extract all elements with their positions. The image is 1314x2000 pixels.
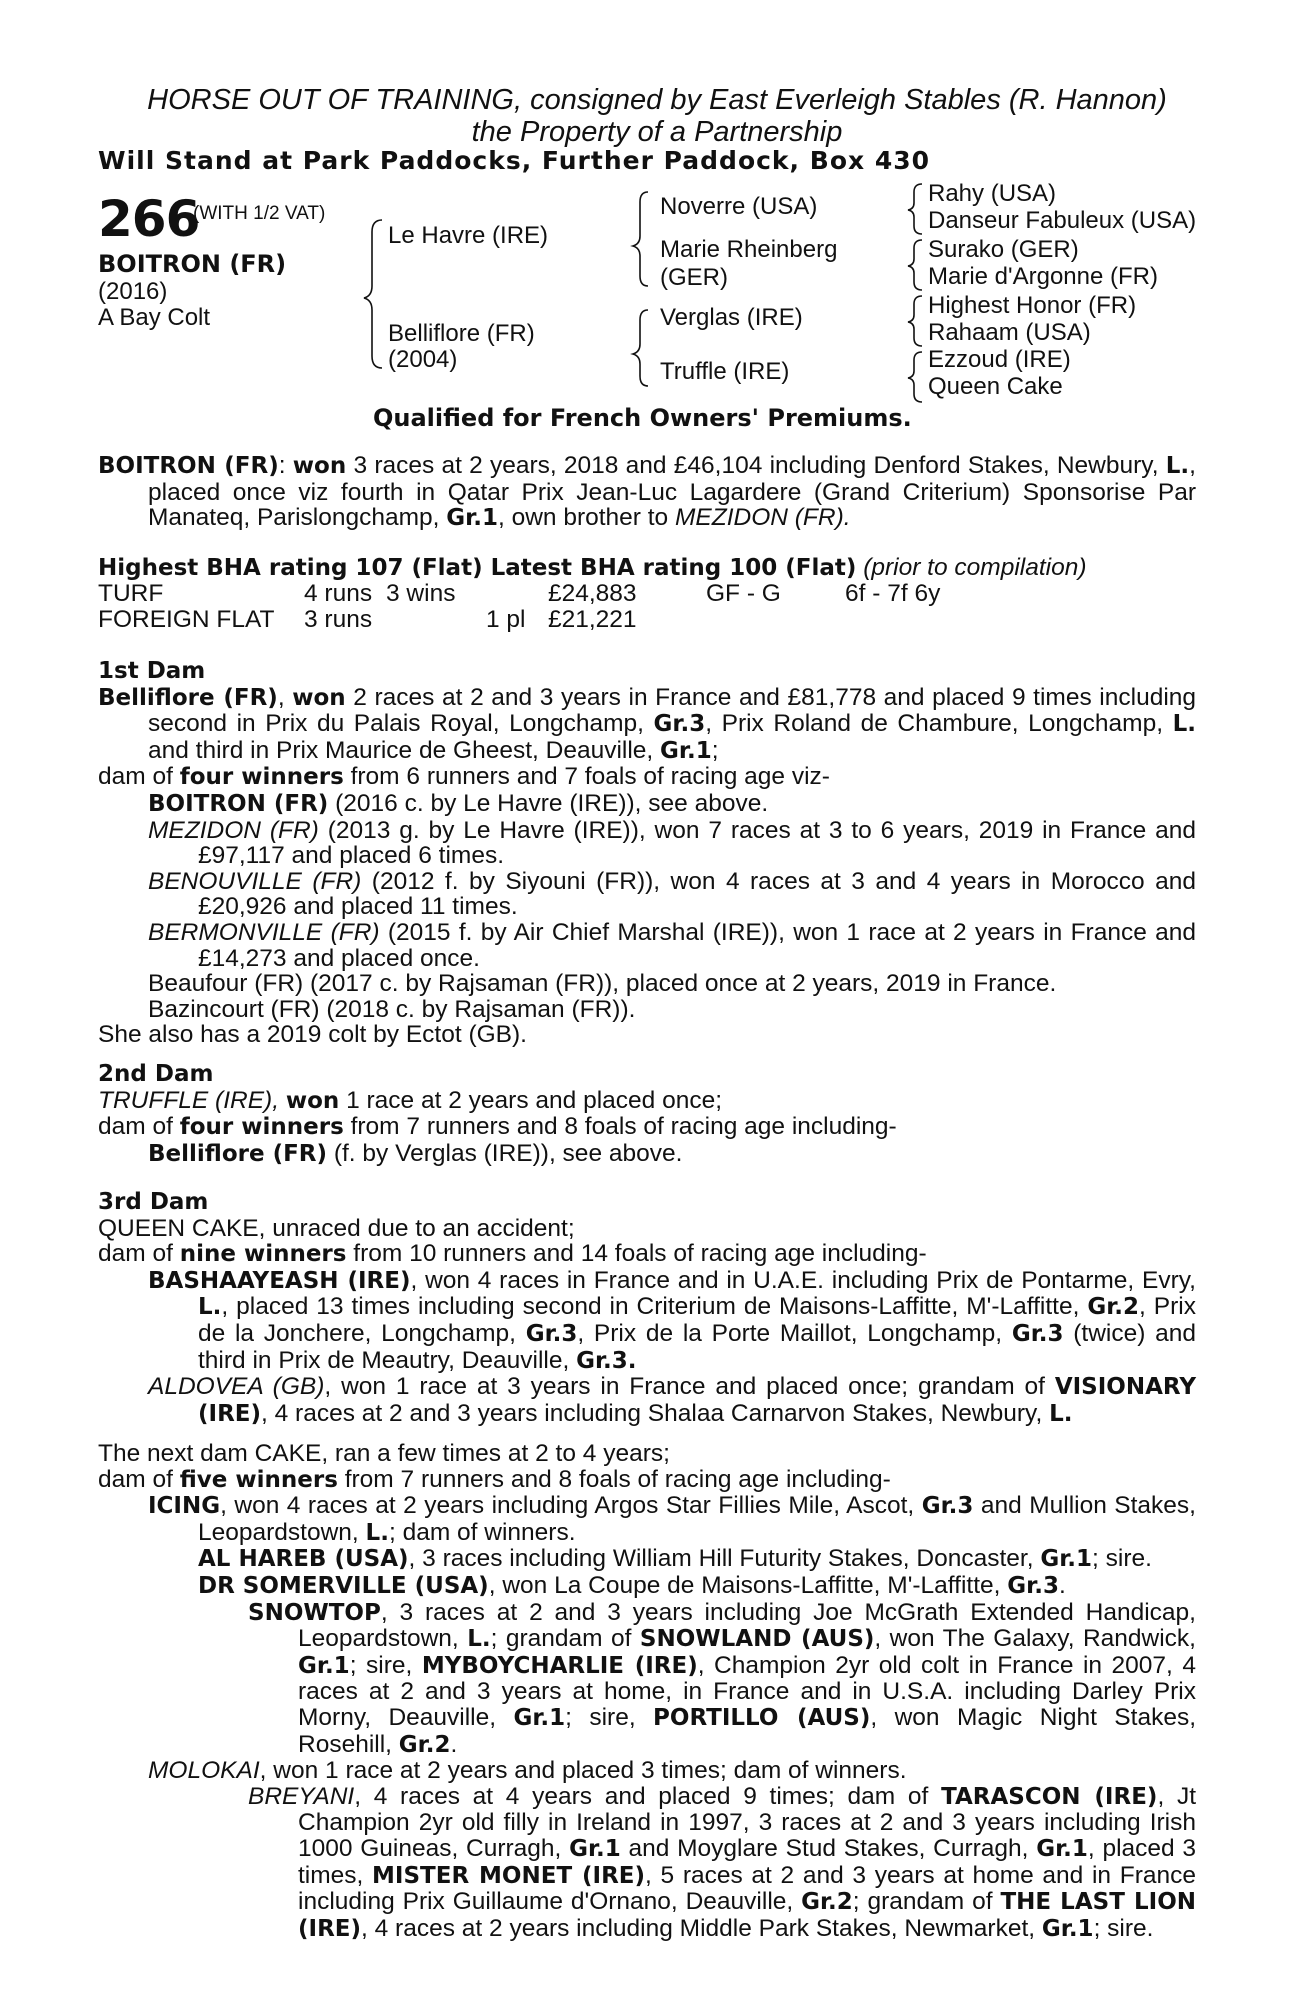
produce-boitron: BOITRON (FR) <box>148 790 329 817</box>
next-dam-winners: five winners <box>179 1466 338 1493</box>
grandproduce-myboycharlie: MYBOYCHARLIE (IRE) <box>421 1652 698 1679</box>
mister-monet-text-2: ; grandam of <box>852 1888 993 1916</box>
perf-foreign-type: FOREIGN FLAT <box>98 606 275 633</box>
icing-text-2: and Mullion Stakes, Leopardstown, <box>198 1492 1196 1546</box>
first-dam-won: won <box>292 684 346 711</box>
tarascon-text: , Jt Champion 2yr old filly in Ireland in 1997, 3 races at 2 and 3 years including Irish 1000 Guineas, Curragh, <box>298 1782 1196 1862</box>
bracket-sire-parents <box>633 192 648 286</box>
second-dam-produce: Belliflore (FR) <box>148 1140 328 1167</box>
first-dam-listed: L. <box>1172 711 1197 738</box>
first-dam-winners: four winners <box>179 764 344 791</box>
dam: Belliflore (FR) <box>388 320 535 347</box>
produce-benouville: BENOUVILLE (FR) <box>148 867 362 895</box>
bashaayeash-text-1: , won 4 races in France and in U.A.E. including Prix de Pontarme, Evry, <box>410 1266 1196 1294</box>
first-dam-text-4: ; <box>711 736 719 764</box>
lot-number: 266 <box>98 190 200 248</box>
next-dam-name: The next dam CAKE, ran a few times at 2 to 4 years; <box>98 1440 670 1467</box>
grandparent-2: Danseur Fabuleux (USA) <box>928 207 1197 234</box>
second-dam-heading: 2nd Dam <box>98 1061 214 1087</box>
bashaayeash-text-2: , placed 13 times including second in Criterium de Maisons-Laffitte, M'-Laffitte, <box>221 1293 1080 1321</box>
grandparent-1: Rahy (USA) <box>928 180 1057 207</box>
dr-somerville-end: . <box>1058 1571 1066 1599</box>
record-text-3b: , own brother to <box>497 504 669 532</box>
grandparent-8: Queen Cake <box>928 373 1063 400</box>
produce-mezidon-text: (2013 g. by Le Havre (IRE)), won 7 races at 3 to 6 years, 2019 in France and £97,117 and placed 6 times. <box>198 816 1197 870</box>
produce-mezidon: MEZIDON (FR) <box>148 816 319 844</box>
sire-dam: Marie Rheinberg <box>660 236 838 263</box>
first-dam-dam-of: dam of <box>98 763 173 791</box>
third-dam-winners: nine winners <box>179 1241 347 1268</box>
sire-dam-country: (GER) <box>660 264 728 291</box>
myboycharlie-text-2: ; sire, <box>565 1703 636 1731</box>
dr-somerville-gr3: Gr.3 <box>1007 1572 1059 1599</box>
snowland-text-2: ; sire, <box>349 1651 413 1679</box>
last-lion-gr1: Gr.1 <box>1041 1915 1094 1942</box>
perf-turf-going: GF - G <box>706 580 781 607</box>
first-dam-foals: from 6 runners and 7 foals of racing age viz- <box>350 763 830 791</box>
produce-molokai: MOLOKAI <box>148 1757 260 1785</box>
icing-text-3: ; dam of winners. <box>388 1518 576 1546</box>
first-dam-text-3: and third in Prix Maurice de Gheest, Deauville, <box>148 736 654 764</box>
second-dam-won: won <box>285 1087 340 1114</box>
portillo-end: . <box>450 1730 458 1758</box>
al-hareb-gr1: Gr.1 <box>1040 1546 1093 1573</box>
bracket-dam-parents <box>633 310 648 386</box>
breyani-text: , 4 races at 4 years and placed 9 times; dam of <box>354 1782 929 1810</box>
perf-turf-runs: 4 runs <box>304 580 373 607</box>
record-listed: L. <box>1165 453 1190 479</box>
icing-gr3: Gr.3 <box>921 1493 974 1520</box>
produce-bermonville-text: (2015 f. by Air Chief Marshal (IRE)), won 1 race at 2 years in France and £14,273 and placed once. <box>198 918 1197 972</box>
foaling-year: (2016) <box>98 278 168 305</box>
tarascon-text-3: , placed 3 times, <box>298 1834 1196 1889</box>
mister-monet-gr2: Gr.2 <box>801 1889 853 1916</box>
portillo-text: , won Magic Night Stakes, Rosehill, <box>298 1703 1196 1758</box>
bashaayeash-text-5: (twice) and third in Prix de Meautry, Deauville, <box>198 1319 1196 1374</box>
bashaayeash-gr3a: Gr.3 <box>525 1320 578 1347</box>
perf-turf-distance: 6f - 7f 6y <box>845 580 941 607</box>
sire: Le Havre (IRE) <box>388 222 549 249</box>
snowtop-listed: L. <box>467 1626 491 1653</box>
next-dam-foals: from 7 runners and 8 foals of racing age including- <box>344 1465 891 1493</box>
produce-breyani: BREYANI <box>248 1782 355 1810</box>
produce-bashaayeash: BASHAAYEASH (IRE) <box>148 1267 411 1294</box>
third-dam-foals: from 10 runners and 14 foals of racing age including- <box>353 1240 927 1268</box>
bashaayeash-gr2: Gr.2 <box>1087 1294 1140 1321</box>
sire-sire: Noverre (USA) <box>660 193 818 220</box>
bha-rating-note: (prior to compilation) <box>863 554 1087 581</box>
grandproduce-snowland: SNOWLAND (AUS) <box>639 1626 875 1653</box>
produce-aldovea: ALDOVEA (GB) <box>148 1373 325 1401</box>
perf-foreign-places: 1 pl <box>486 606 526 633</box>
dam-year: (2004) <box>388 346 458 373</box>
record-text-2b: , placed once viz fourth in Qatar Prix Jean-Luc Lagardere (Grand Criterium) <box>148 452 1196 506</box>
grandproduce-tarascon: TARASCON (IRE) <box>941 1783 1158 1810</box>
race-record: BOITRON (FR): won 3 races at 2 years, 2018 and £46,104 including Denford Stakes, Newbury, L., placed once viz fourth in Qatar Prix Jean-Luc Lagardere (Grand Criterium) Sponsorise Par Manateq, Parislongchamp, Gr.1, own brother to MEZIDON (FR). <box>98 452 1197 532</box>
record-text-1: 3 races at 2 years, 2018 and £46,104 including Denford Stakes, <box>353 452 1050 479</box>
grandproduce-portillo: PORTILLO (AUS) <box>653 1704 871 1731</box>
grandproduce-mister-monet: MISTER MONET (IRE) <box>372 1862 646 1889</box>
visionary-text: , 4 races at 2 and 3 years including Shalaa Carnarvon Stakes, Newbury, <box>261 1399 1043 1427</box>
first-dam-text-1: 2 races at 2 and 3 years in France and £81,778 and placed 9 times including second in Prix du Palais Royal, Longchamp, <box>148 683 1197 738</box>
grandparent-7: Ezzoud (IRE) <box>928 346 1071 373</box>
first-dam-name: Belliflore (FR) <box>98 684 278 711</box>
first-dam-text-2: , Prix Roland de Chambure, Longchamp, <box>705 710 1164 738</box>
grandproduce-last-lion: THE LAST LION (IRE) <box>298 1889 1197 1942</box>
first-dam-heading: 1st Dam <box>98 658 206 684</box>
second-dam-name: TRUFFLE (IRE), <box>98 1086 280 1114</box>
third-dam-dam-of: dam of <box>98 1240 173 1268</box>
snowtop-text-1: , 3 races at 2 and 3 years including Joe McGrath Extended Handicap, Leopardstown, <box>298 1598 1196 1653</box>
record-won: won <box>292 453 347 479</box>
perf-foreign-prize: £21,221 <box>548 606 637 633</box>
premiums-note: Qualified for French Owners' Premiums. <box>373 404 912 432</box>
bracket-g4 <box>908 352 922 402</box>
perf-turf-wins: 3 wins <box>386 580 456 607</box>
third-dam-name: QUEEN CAKE, unraced due to an accident; <box>98 1214 575 1242</box>
grandparent-5: Highest Honor (FR) <box>928 292 1137 319</box>
second-dam-produce-text: (f. by Verglas (IRE)), see above. <box>333 1139 683 1167</box>
record-text-3a: Sponsorise Par Manateq, Parislongchamp, <box>148 478 1197 532</box>
produce-boitron-text: (2016 c. by Le Havre (IRE)), see above. <box>335 789 769 817</box>
second-dam-dam-of: dam of <box>98 1113 173 1141</box>
bracket-sire-dam <box>364 220 382 368</box>
bha-rating-text: Highest BHA rating 107 (Flat) Latest BHA rating 100 (Flat) <box>98 555 857 581</box>
produce-2019-colt: She also has a 2019 colt by Ectot (GB). <box>98 1021 527 1049</box>
dr-somerville-text: , won La Coupe de Maisons-Laffitte, M'-Laffitte, <box>488 1571 1001 1599</box>
grandparent-6: Rahaam (USA) <box>928 319 1091 346</box>
portillo-gr2: Gr.2 <box>398 1731 451 1758</box>
first-dam-gr1: Gr.1 <box>660 737 712 764</box>
bashaayeash-gr3c: Gr.3. <box>576 1347 637 1374</box>
consignor-line: HORSE OUT OF TRAINING, consigned by East Everleigh Stables (R. Hannon) <box>147 84 1167 116</box>
bha-rating <box>98 554 1087 582</box>
third-dam-heading: 3rd Dam <box>98 1189 209 1215</box>
al-hareb-text: , 3 races including William Hill Futurity Stakes, Doncaster, <box>408 1545 1034 1573</box>
mister-monet-text: , 5 races at 2 and 3 years at home and in France including Prix Guillaume d'Ornano, Deauville, <box>298 1861 1196 1916</box>
grandparent-4: Marie d'Argonne (FR) <box>928 263 1158 290</box>
produce-bermonville: BERMONVILLE (FR) <box>148 918 380 946</box>
bashaayeash-gr3b: Gr.3 <box>1011 1320 1064 1347</box>
last-lion-text-2: ; sire. <box>1093 1914 1154 1942</box>
perf-foreign-runs: 3 runs <box>304 606 373 633</box>
grandproduce-visionary: VISIONARY (IRE) <box>198 1374 1197 1427</box>
produce-bazincourt: Bazincourt (FR) (2018 c. by Rajsaman (FR)). <box>148 995 636 1023</box>
bracket-g1 <box>908 184 922 234</box>
produce-snowtop: SNOWTOP <box>248 1599 381 1626</box>
property-line: the Property of a Partnership <box>471 116 843 148</box>
snowland-text: , won The Galaxy, Randwick, <box>874 1625 1196 1653</box>
second-dam-winners: four winners <box>179 1114 344 1141</box>
produce-icing: ICING <box>148 1493 221 1520</box>
second-dam-text: 1 race at 2 years and placed once; <box>346 1086 723 1114</box>
produce-beaufour: Beaufour (FR) (2017 c. by Rajsaman (FR)), placed once at 2 years, 2019 in France. <box>148 970 1057 998</box>
stand-location: Will Stand at Park Paddocks, Further Paddock, Box 430 <box>98 146 931 175</box>
horse-name: BOITRON (FR) <box>98 250 287 278</box>
grandparent-3: Surako (GER) <box>928 236 1079 263</box>
next-dam-dam-of: dam of <box>98 1465 173 1493</box>
second-dam-foals: from 7 runners and 8 foals of racing age including- <box>350 1113 897 1141</box>
molokai-text: , won 1 race at 2 years and placed 3 times; dam of winners. <box>259 1757 907 1785</box>
record-gr1: Gr.1 <box>446 505 498 532</box>
first-dam-gr3: Gr.3 <box>653 711 706 738</box>
bracket-g2 <box>908 240 922 290</box>
bracket-g3 <box>908 296 922 346</box>
aldovea-text: , won 1 race at 3 years in France and placed once; grandam of <box>324 1373 1045 1401</box>
perf-turf-type: TURF <box>98 580 164 607</box>
icing-listed: L. <box>365 1519 389 1546</box>
vat-note: (WITH 1/2 VAT) <box>193 203 326 224</box>
record-brother: MEZIDON (FR). <box>675 504 851 532</box>
tarascon-gr1a: Gr.1 <box>569 1835 621 1862</box>
horse-description: A Bay Colt <box>98 304 211 331</box>
dam-sire: Verglas (IRE) <box>660 304 803 331</box>
produce-benouville-text: (2012 f. by Siyouni (FR)), won 4 races at 3 and 4 years in Morocco and £20,926 and placed 11 times. <box>198 867 1196 921</box>
dam-dam: Truffle (IRE) <box>660 358 790 385</box>
produce-dr-somerville: DR SOMERVILLE (USA) <box>198 1572 489 1599</box>
perf-turf-prize: £24,883 <box>548 580 637 607</box>
myboycharlie-text: , Champion 2yr old colt in France in 2007, 4 races at 2 and 3 years at home, in France and in U.S.A. including Darley Prix Morny, Deauville, <box>298 1651 1196 1731</box>
bashaayeash-text-4: , Prix de la Porte Maillot, Longchamp, <box>577 1319 1003 1347</box>
last-lion-text: , 4 races at 2 years including Middle Park Stakes, Newmarket, <box>361 1914 1036 1942</box>
third-dam-section <box>98 1189 1196 1427</box>
snowtop-text-2: ; grandam of <box>490 1625 632 1653</box>
al-hareb-text-2: ; sire. <box>1092 1545 1152 1573</box>
record-horse-name: BOITRON (FR) <box>98 453 279 479</box>
bashaayeash-text-3: , Prix de la Jonchere, Longchamp, <box>198 1293 1196 1347</box>
produce-al-hareb: AL HAREB (USA) <box>198 1546 409 1573</box>
snowland-gr1: Gr.1 <box>298 1652 350 1679</box>
first-dam-section: 1st Dam Belliflore (FR), won 2 races at 2 and 3 years in France and £81,778 and placed 9 times including second in Prix du Palais Royal, Longchamp, Gr.3, Prix Roland de Chambure, Longchamp, L. and third in Prix Maurice de Gheest, Deauville, Gr.1; dam of four winners from 6 runners and 7 foals of racing age viz- BOITRON (FR) (2016 c. by Le Havre (IRE)), see above. MEZIDON (FR) (2013 g. by Le Havre (IRE)), won 7 races at 3 to 6 years, 2019 in France and £97,117 and placed 6 times. BENOUVILLE (FR) (2012 f. by Siyouni (FR)), won 4 races at 3 and 4 years in Morocco and £20,926 and placed 11 times. BERMONVILLE (FR) (2015 f. by Air Chief Marshal (IRE)), won 1 race at 2 years in France and £14,273 and placed once. Beaufour (FR) (2017 c. by Rajsaman (FR)), placed once at 2 years, 2019 in France. Bazincourt (FR) (2018 c. by Rajsaman (FR)). She also has a 2019 colt by Ectot (GB). <box>98 658 1197 1049</box>
record-text-2a: Newbury, <box>1056 452 1159 479</box>
second-dam-section <box>98 1061 1196 1167</box>
icing-text-1: , won 4 races at 2 years including Argos Star Fillies Mile, Ascot, <box>220 1492 915 1520</box>
tarascon-gr1b: Gr.1 <box>1036 1835 1088 1862</box>
visionary-listed: L. <box>1049 1400 1073 1427</box>
tarascon-text-2: and Moyglare Stud Stakes, Curragh, <box>628 1834 1029 1862</box>
myboycharlie-gr1: Gr.1 <box>513 1704 566 1731</box>
bashaayeash-listed: L. <box>198 1294 222 1321</box>
next-dam-section <box>98 1441 1196 1942</box>
